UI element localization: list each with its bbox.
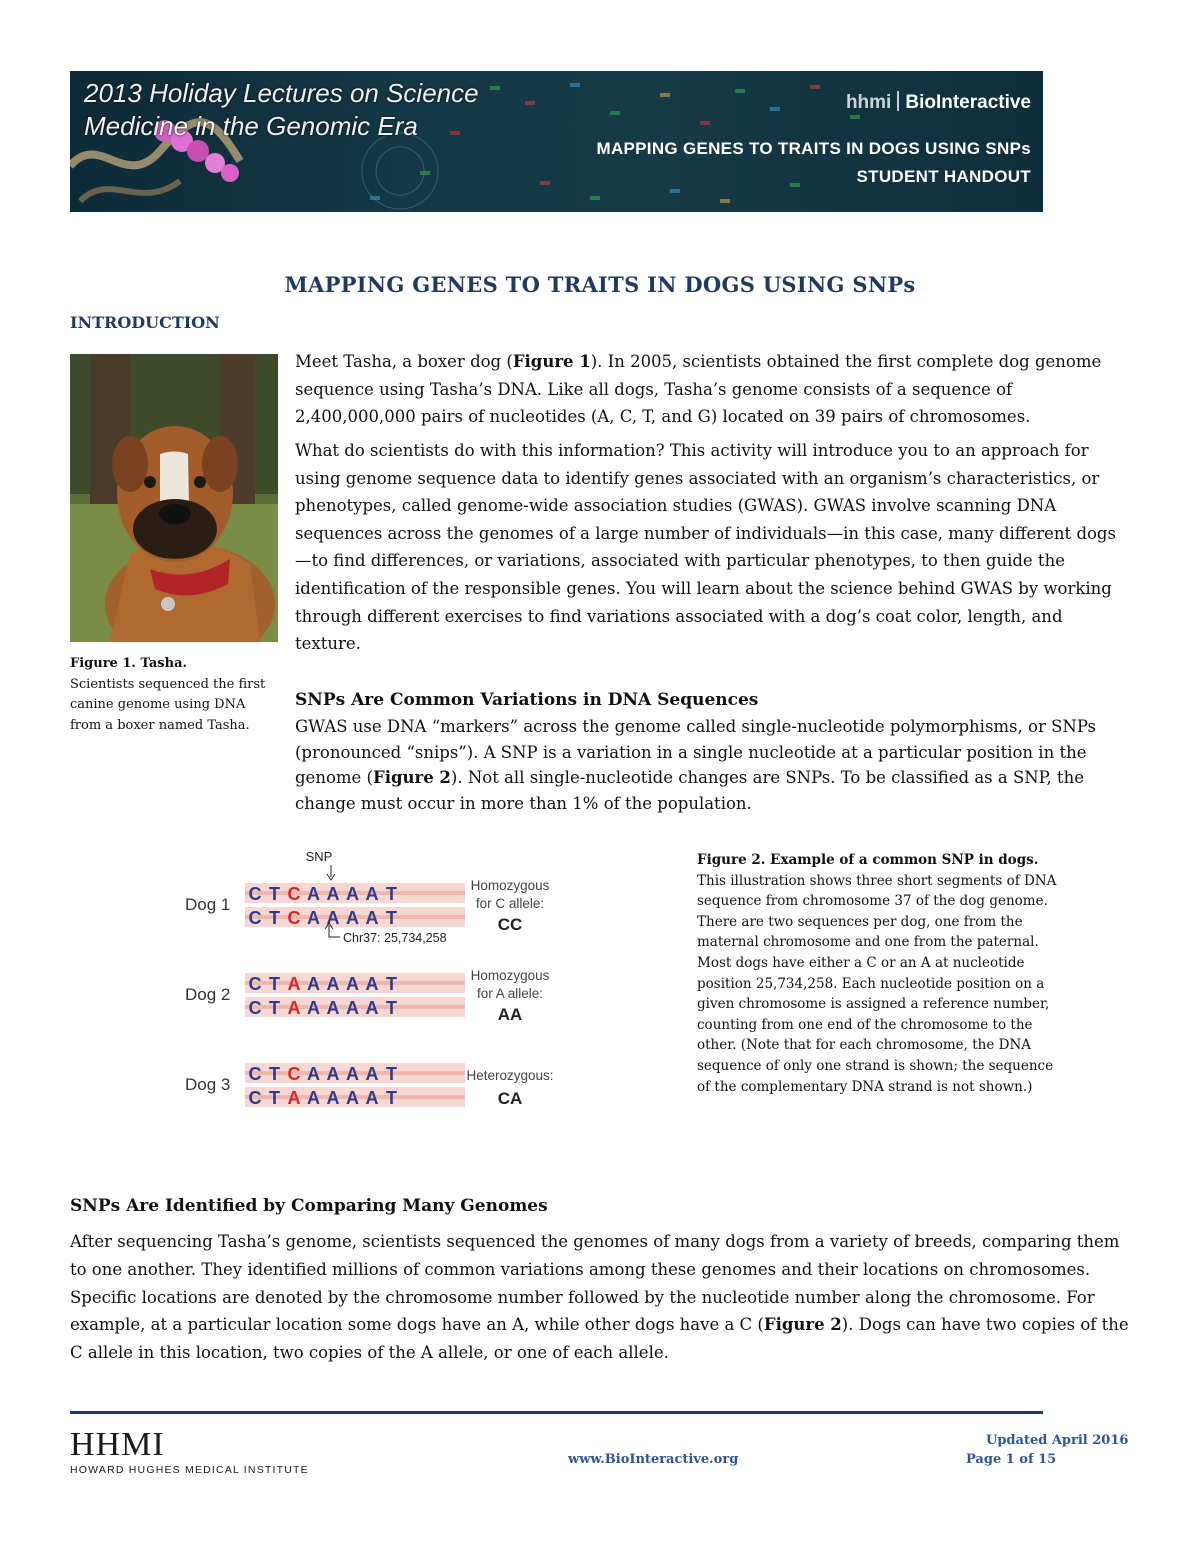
genotype-description: Heterozygous:	[466, 1068, 554, 1083]
nucleotide-base: T	[269, 884, 280, 904]
figure1-reference: Figure 1	[512, 352, 591, 371]
banner-title	[84, 77, 479, 143]
figure1-caption	[70, 654, 270, 736]
nucleotide-base: C	[287, 884, 301, 904]
intro-paragraph-2: What do scientists do with this information? This activity will introduce you to an approach for using genome sequence data to identify genes associated with an organism’s characteristics, or phenotypes, called genome-wide association studies (GWAS). GWAS involve scanning DNA sequences across the genomes of a large number of individuals—in this case, many different dogs—to find differences, or variations, associated with particular phenotypes, to then guide the identification of the responsible genes. You will learn about the science behind GWAS by working through different exercises to find variations associated with a dog’s coat color, length, and texture.	[295, 441, 1116, 654]
nucleotide-base: A	[307, 1064, 320, 1084]
snp-section-heading: SNPs Are Common Variations in DNA Sequences	[295, 690, 759, 710]
nucleotide-base: A	[346, 908, 359, 928]
nucleotide-base: A	[326, 1088, 340, 1108]
nucleotide-base: A	[365, 884, 379, 904]
dog-label: Dog 1	[185, 895, 231, 914]
nucleotide-base: A	[365, 998, 379, 1018]
nucleotide-base: T	[386, 1064, 397, 1084]
snp-label: SNP	[305, 849, 333, 864]
hhmi-logo-text: hhmi	[845, 92, 892, 113]
genotype-description: Homozygous	[470, 968, 550, 983]
figure2-reference: Figure 2	[372, 768, 451, 787]
nucleotide-base: C	[287, 1064, 301, 1084]
snp-section-paragraph	[295, 714, 1127, 816]
dog-label: Dog 3	[185, 1075, 231, 1094]
nucleotide-base: A	[326, 908, 340, 928]
intro-p1-text-a: Meet Tasha, a boxer dog (	[295, 352, 513, 371]
genotype-description: for C allele:	[475, 896, 545, 911]
footer-website-link[interactable]: www.BioInteractive.org	[568, 1452, 739, 1467]
nucleotide-base: A	[365, 974, 379, 994]
introduction-heading: INTRODUCTION	[70, 313, 220, 332]
figure1-caption-title: Figure 1. Tasha.	[70, 656, 188, 671]
section2-heading: SNPs Are Identified by Comparing Many Genomes	[70, 1196, 548, 1216]
footer-updated-date: Updated April 2016	[986, 1433, 1129, 1448]
boxer-dog-photo	[70, 354, 278, 642]
banner-title-line2: Medicine in the Genomic Era	[84, 111, 418, 141]
nucleotide-base: A	[307, 998, 320, 1018]
genotype-value: CC	[497, 915, 523, 934]
nucleotide-base: A	[326, 998, 340, 1018]
nucleotide-base: T	[269, 998, 280, 1018]
footer-divider	[70, 1411, 1043, 1414]
nucleotide-base: A	[326, 884, 340, 904]
figure2-caption-title: Figure 2. Example of a common SNP in dogs.	[697, 852, 1039, 868]
nucleotide-base: C	[248, 1088, 262, 1108]
intro-p1-text-b: ). In 2005, scientists obtained the first complete dog genome sequence using Tasha’s DNA. Like all dogs, Tasha’s genome consists of a sequence of 2,400,000,000 pairs of nucleotides (A, C, T, and G) located on 39 pairs of chromosomes.	[295, 352, 1102, 427]
nucleotide-base: A	[346, 974, 359, 994]
genotype-value: AA	[497, 1005, 523, 1024]
nucleotide-base: T	[386, 884, 397, 904]
nucleotide-base: T	[386, 1088, 397, 1108]
logo-divider	[897, 91, 899, 111]
nucleotide-base: A	[307, 974, 320, 994]
nucleotide-base: A	[287, 1088, 301, 1108]
section2-text-b: ). Dogs can have two copies of the C allele in this location, two copies of the A allele, or one of each allele.	[70, 1315, 1129, 1363]
figure2-caption-text: This illustration shows three short segments of DNA sequence from chromosome 37 of the dog genome. There are two sequences per dog, one from the maternal chromosome and one from the paternal. Most dogs have either a C or an A at nucleotide position 25,734,258. Each nucleotide position on a given chromosome is assigned a reference number, counting from one end of the chromosome to the other. (Note that for each chromosome, the DNA sequence of only one strand is shown; the sequence of the complementary DNA strand is not shown.)	[697, 872, 1057, 1095]
intro-paragraph-1	[295, 348, 1127, 431]
figure1-caption-text: Scientists sequenced the first canine genome using DNA from a boxer named Tasha.	[70, 676, 266, 733]
nucleotide-base: A	[365, 1088, 379, 1108]
nucleotide-base: C	[248, 908, 262, 928]
nucleotide-base: C	[248, 998, 262, 1018]
nucleotide-base: T	[269, 1064, 280, 1084]
nucleotide-base: A	[287, 998, 301, 1018]
section2-text-a: After sequencing Tasha’s genome, scientists sequenced the genomes of many dogs from a variety of breeds, comparing them to one another. They identified millions of common variations among these genomes and their locations on chromosomes. Specific locations are denoted by the chromosome number followed by the nucleotide number along the chromosome. For example, at a particular location some dogs have an A, while other dogs have a C (	[70, 1232, 1120, 1335]
snp-p-text-a: GWAS use DNA “markers” across the genome called single-nucleotide polymorphisms, or SNPs (pronounced “snips”). A SNP is a variation in a single nucleotide at a particular position in the genome (	[295, 717, 1096, 787]
genotype-description: Homozygous	[470, 878, 550, 893]
nucleotide-base: A	[307, 1088, 320, 1108]
nucleotide-base: A	[346, 1088, 359, 1108]
section2-paragraph	[70, 1228, 1130, 1367]
nucleotide-base: C	[248, 1064, 262, 1084]
nucleotide-base: A	[346, 1064, 359, 1084]
header-banner	[70, 71, 1043, 212]
banner-subtitle-line2: STUDENT HANDOUT	[856, 167, 1031, 186]
dog-sequences	[185, 878, 554, 1108]
nucleotide-base: T	[269, 974, 280, 994]
nucleotide-base: C	[248, 974, 262, 994]
nucleotide-base: A	[365, 1064, 379, 1084]
nucleotide-base: A	[365, 908, 379, 928]
nucleotide-base: T	[386, 908, 397, 928]
nucleotide-base: A	[307, 908, 320, 928]
dog-label: Dog 2	[185, 985, 231, 1004]
banner-subtitle	[596, 135, 1031, 191]
hhmi-logo-big: HHMI	[70, 1426, 165, 1463]
nucleotide-base: T	[386, 998, 397, 1018]
figure2-reference-2: Figure 2	[763, 1315, 842, 1335]
nucleotide-base: A	[287, 974, 301, 994]
nucleotide-base: T	[269, 1088, 280, 1108]
banner-title-line1: 2013 Holiday Lectures on Science	[84, 78, 479, 108]
nucleotide-base: A	[346, 884, 359, 904]
footer-page-number: Page 1 of 15	[966, 1452, 1057, 1467]
nucleotide-base: A	[326, 1064, 340, 1084]
nucleotide-base: A	[326, 974, 340, 994]
genotype-description: for A allele:	[476, 986, 544, 1001]
snp-figure	[175, 845, 595, 1115]
hhmi-logo-small: HOWARD HUGHES MEDICAL INSTITUTE	[70, 1464, 309, 1476]
nucleotide-base: C	[248, 884, 262, 904]
nucleotide-base: A	[346, 998, 359, 1018]
genotype-value: CA	[497, 1089, 523, 1108]
snp-p-text-b: ). Not all single-nucleotide changes are SNPs. To be classified as a SNP, the change must occur in more than 1% of the population.	[295, 768, 1084, 813]
nucleotide-base: T	[269, 908, 280, 928]
nucleotide-base: A	[307, 884, 320, 904]
banner-subtitle-line1: MAPPING GENES TO TRAITS IN DOGS USING SNPs	[596, 139, 1031, 158]
hhmi-footer-logo	[70, 1428, 309, 1476]
document-title: MAPPING GENES TO TRAITS IN DOGS USING SNPs	[284, 272, 916, 297]
nucleotide-base: T	[386, 974, 397, 994]
position-label: Chr37: 25,734,258	[343, 931, 447, 945]
nucleotide-base: C	[287, 908, 301, 928]
biointeractive-logo-text: BioInteractive	[905, 92, 1031, 113]
figure2-caption	[697, 850, 1067, 1097]
biointeractive-logo	[846, 91, 1031, 114]
